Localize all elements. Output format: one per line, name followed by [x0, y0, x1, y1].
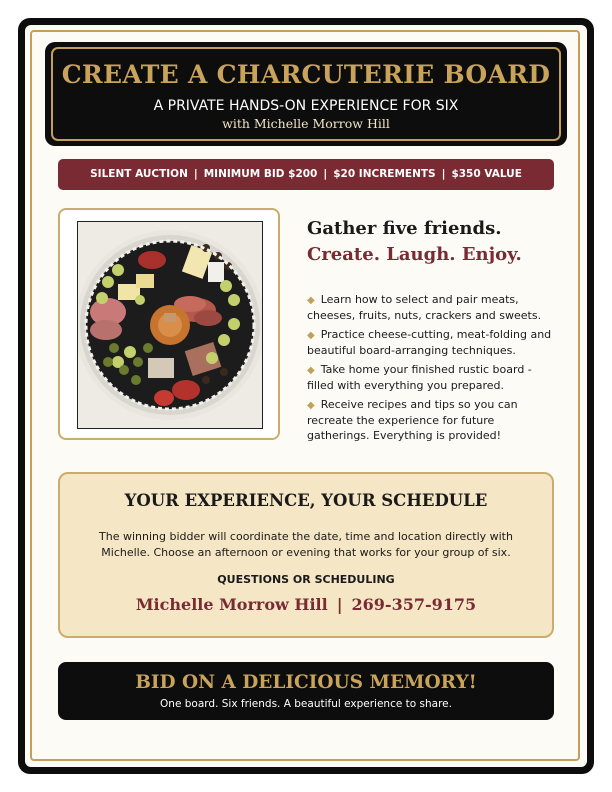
- experience-description: The winning bidder will coordinate the date, time and location directly with Michelle. Choose an afternoon or evening that works for your group of six.: [99, 530, 513, 559]
- diamond-bullet-icon: ◆: [307, 400, 315, 411]
- separator: |: [323, 168, 328, 180]
- page-title: CREATE A CHARCUTERIE BOARD: [61, 60, 551, 89]
- charcuterie-board-illustration: [78, 222, 262, 428]
- list-item-text: Practice cheese-cutting, meat-folding and beautiful board-arranging techniques.: [307, 328, 552, 357]
- hook-tagline: Create. Laugh. Enjoy.: [307, 244, 522, 265]
- header-inner-border: [51, 47, 561, 141]
- contact-name: Michelle Morrow Hill: [135, 595, 328, 614]
- experience-panel: [58, 472, 554, 638]
- header-banner: [45, 42, 567, 146]
- minimum-bid: MINIMUM BID $200: [203, 168, 318, 180]
- list-item: [307, 397, 557, 443]
- list-item: [307, 327, 557, 358]
- list-item-text: Take home your finished rustic board - filled with everything you prepared.: [307, 363, 532, 392]
- call-to-action-banner: [58, 662, 554, 720]
- diamond-bullet-icon: ◆: [307, 330, 315, 341]
- cta-subheading: One board. Six friends. A beautiful experience to share.: [160, 698, 452, 710]
- cta-heading: BID ON A DELICIOUS MEMORY!: [135, 672, 477, 693]
- hook-headline: Gather five friends.: [307, 218, 502, 239]
- contact-phone[interactable]: 269-357-9175: [351, 595, 477, 614]
- benefits-list: [307, 292, 557, 447]
- auction-details-bar: [58, 159, 554, 190]
- photo-card: [58, 208, 280, 440]
- separator: |: [336, 595, 343, 614]
- questions-label: QUESTIONS OR SCHEDULING: [217, 573, 395, 586]
- contact-line: [60, 594, 552, 616]
- experience-heading: YOUR EXPERIENCE, YOUR SCHEDULE: [124, 491, 488, 510]
- separator: |: [193, 168, 198, 180]
- auction-type: SILENT AUCTION: [90, 168, 188, 180]
- list-item: [307, 362, 557, 393]
- charcuterie-photo: [77, 221, 263, 429]
- separator: |: [441, 168, 446, 180]
- diamond-bullet-icon: ◆: [307, 365, 315, 376]
- item-value: $350 VALUE: [451, 168, 522, 180]
- diamond-bullet-icon: ◆: [307, 295, 315, 306]
- list-item-text: Learn how to select and pair meats, cheeses, fruits, nuts, crackers and sweets.: [307, 293, 542, 322]
- list-item: [307, 292, 557, 323]
- bid-increments: $20 INCREMENTS: [333, 168, 436, 180]
- host-line: with Michelle Morrow Hill: [222, 116, 390, 131]
- list-item-text: Receive recipes and tips so you can recreate the experience for future gatherings. Everything is provided!: [307, 398, 518, 442]
- page-subtitle: A PRIVATE HANDS-ON EXPERIENCE FOR SIX: [153, 98, 459, 114]
